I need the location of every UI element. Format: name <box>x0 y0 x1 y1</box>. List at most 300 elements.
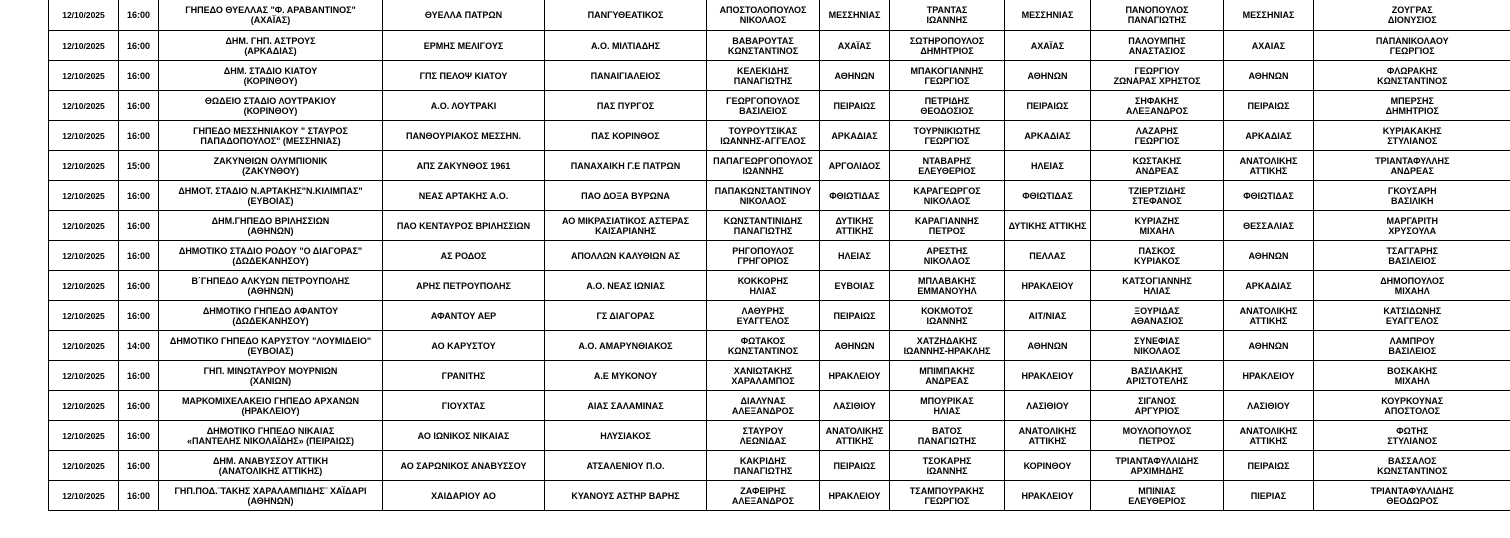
assistant1-text: ΚΟΚΜΟΤΟΣ <box>921 305 973 316</box>
referee-text: ΠΑΝΑΓΙΩΤΗΣ <box>733 225 793 236</box>
referee-text: ΑΠΟΣΤΟΛΟΠΟΥΛΟΣ <box>719 5 807 15</box>
assistant1-text: ΝΤΑΒΑΡΗΣ <box>922 155 972 166</box>
assistant2-text: ΑΝΑΣΤΑΣΙΟΣ <box>1128 45 1186 56</box>
assistant2-union-text: ΑΝΑΤΟΛΙΚΗΣ ΑΤΤΙΚΗΣ <box>1239 425 1298 446</box>
venue-cell <box>159 31 383 61</box>
assistant1-text: ΑΡΕΣΤΗΣ <box>926 245 968 256</box>
match-date-cell <box>49 0 119 31</box>
assistant1-union-cell <box>1005 31 1091 61</box>
match-time-text: 16:00 <box>126 310 151 321</box>
away-team-text: Α.Ο. ΝΕΑΣ ΙΩΝΙΑΣ <box>586 280 665 291</box>
assistant2-text: ΤΡΙΑΝΤΑΦΥΛΛΙΔΗΣ <box>1115 455 1199 466</box>
match-time-cell <box>119 0 159 31</box>
venue-text: (ΔΩΔΕΚΑΝΗΣΟΥ) <box>232 255 309 266</box>
home-team-text: ΕΡΜΗΣ ΜΕΛΙΓΟΥΣ <box>423 40 504 51</box>
match-date-cell <box>49 331 119 361</box>
referee-union-text: ΑΝΑΤΟΛΙΚΗΣ ΑΤΤΙΚΗΣ <box>825 425 884 446</box>
assistant2-text: ΠΑΝΑΓΙΩΤΗΣ <box>1127 15 1187 25</box>
assistant1-union-text: ΚΟΡΙΝΘΟΥ <box>1023 460 1072 471</box>
home-team-text: ΝΕΑΣ ΑΡΤΑΚΗΣ Α.Ο. <box>418 190 509 201</box>
referee-text: ΦΩΤΑΚΟΣ <box>740 335 786 346</box>
assistant2-union-text: ΠΕΙΡΑΙΩΣ <box>1247 100 1290 111</box>
venue-text: (ΑΧΑΪΑΣ) <box>250 15 291 25</box>
home-team-text: ΘΥΕΛΛΑ ΠΑΤΡΩΝ <box>424 10 503 20</box>
assistant2-text: ΚΑΤΣΟΓΙΑΝΝΗΣ <box>1122 275 1192 286</box>
match-date-text: 12/10/2025 <box>62 190 105 201</box>
match-time-cell <box>119 241 159 271</box>
assistant1-union-cell <box>1005 361 1091 391</box>
assistant2-text: ΠΕΤΡΟΣ <box>1138 435 1176 446</box>
assistant1-cell <box>890 61 1005 91</box>
match-time-text: 15:00 <box>126 160 151 171</box>
table-row <box>49 181 1510 211</box>
observer-text: ΚΑΤΣΙΔΩΝΗΣ <box>1383 305 1442 316</box>
home-team-cell <box>383 121 545 151</box>
assistant1-cell <box>890 91 1005 121</box>
venue-text: (ΑΘΗΝΩΝ) <box>247 225 294 236</box>
assistant1-union-text: ΑΡΚΑΔΙΑΣ <box>1024 130 1071 141</box>
observer-text: ΔΙΟΝΥΣΙΟΣ <box>1387 15 1437 25</box>
away-team-cell <box>545 241 707 271</box>
referee-cell <box>707 0 820 31</box>
home-team-cell <box>383 481 545 511</box>
venue-text: (ΕΥΒΟΙΑΣ) <box>247 195 294 206</box>
assistant2-text: ΠΑΛΟΥΜΠΗΣ <box>1128 35 1186 46</box>
observer-cell <box>1314 121 1510 151</box>
assistant2-cell <box>1091 31 1224 61</box>
venue-text: ΜΑΡΚΟΜΙΧΕΛΑΚΕΙΟ ΓΗΠΕΔΟ ΑΡΧΑΝΩΝ <box>181 395 360 406</box>
referee-text: ΓΡΗΓΟΡΙΟΣ <box>737 255 789 266</box>
assistant1-union-text: ΗΡΑΚΛΕΙΟΥ <box>1021 490 1074 501</box>
assistant1-union-text: ΜΕΣΣΗΝΙΑΣ <box>1021 10 1074 20</box>
match-time-cell <box>119 91 159 121</box>
observer-cell <box>1314 241 1510 271</box>
observer-text: ΓΕΩΡΓΙΟΣ <box>1389 45 1435 56</box>
home-team-text: ΧΑΙΔΑΡΙΟΥ ΑΟ <box>431 490 496 501</box>
venue-text: ΔΗΜΟΤΙΚΟ ΓΗΠΕΔΟ ΝΙΚΑΙΑΣ <box>206 425 335 436</box>
observer-text: ΠΑΠΑΝΙΚΟΛΑΟΥ <box>1375 35 1449 46</box>
table-row <box>49 421 1510 451</box>
observer-cell <box>1314 451 1510 481</box>
assistant2-text: ΝΙΚΟΛΑΟΣ <box>1133 345 1181 356</box>
home-team-text: ΑΠΣ ΖΑΚΥΝΘΟΣ 1961 <box>416 160 511 171</box>
venue-cell <box>159 481 383 511</box>
assistant1-union-cell <box>1005 271 1091 301</box>
match-date-cell <box>49 481 119 511</box>
referee-union-text: ΛΑΣΙΘΙΟΥ <box>833 400 876 411</box>
assistant2-cell <box>1091 481 1224 511</box>
observer-text: ΒΟΣΚΑΚΗΣ <box>1387 365 1438 376</box>
assistant1-text: ΝΙΚΟΛΑΟΣ <box>923 195 971 206</box>
venue-text: ΔΗΜΟΤΙΚΟ ΓΗΠΕΔΟ ΚΑΡΥΣΤΟΥ "ΛΟΥΜΙΔΕΙΟ" <box>169 335 372 346</box>
observer-cell <box>1314 0 1510 31</box>
assistant2-union-cell <box>1224 421 1314 451</box>
assistant2-union-text: ΑΝΑΤΟΛΙΚΗΣ ΑΤΤΙΚΗΣ <box>1239 155 1298 176</box>
match-time-cell <box>119 451 159 481</box>
referee-cell <box>707 241 820 271</box>
home-team-cell <box>383 301 545 331</box>
venue-cell <box>159 331 383 361</box>
referee-text: ΡΗΓΟΠΟΥΛΟΣ <box>732 245 794 256</box>
assistant1-text: ΙΩΑΝΝΗΣ <box>926 15 968 25</box>
venue-text: ΓΗΠΕΔΟ ΘΥΕΛΛΑΣ "Φ. ΑΡΑΒΑΝΤΙΝΟΣ" <box>185 5 356 15</box>
venue-text: (ΑΘΗΝΩΝ) <box>247 495 294 506</box>
observer-text: ΔΗΜΗΤΡΙΟΣ <box>1385 105 1439 116</box>
match-date-cell <box>49 271 119 301</box>
assistant1-cell <box>890 331 1005 361</box>
assistant2-cell <box>1091 361 1224 391</box>
away-team-cell <box>545 151 707 181</box>
away-team-text: ΗΛΥΣΙΑΚΟΣ <box>600 430 651 441</box>
match-time-text: 16:00 <box>126 400 151 411</box>
assistant2-cell <box>1091 0 1224 31</box>
home-team-text: ΓΠΣ ΠΕΛΟΨ ΚΙΑΤΟΥ <box>419 70 508 81</box>
away-team-cell <box>545 121 707 151</box>
venue-text: ΔΗΜΟΤ. ΣΤΑΔΙΟ Ν.ΑΡΤΑΚΗΣ"Ν.ΚΙΛΙΜΠΑΣ" <box>178 185 363 196</box>
observer-cell <box>1314 91 1510 121</box>
assistant1-cell <box>890 241 1005 271</box>
venue-text: ΔΗΜΟΤΙΚΟ ΣΤΑΔΙΟ ΡΟΔΟΥ "Ο ΔΙΑΓΟΡΑΣ" <box>178 245 363 256</box>
away-team-cell <box>545 481 707 511</box>
assistant2-union-text: ΑΡΚΑΔΙΑΣ <box>1245 280 1292 291</box>
away-team-text: ΠΑΝΓΥΘΕΑΤΙΚΟΣ <box>587 10 664 20</box>
venue-text: (ΑΘΗΝΩΝ) <box>247 285 294 296</box>
assistant2-cell <box>1091 121 1224 151</box>
referee-text: ΕΥΑΓΓΕΛΟΣ <box>736 315 790 326</box>
observer-cell <box>1314 301 1510 331</box>
referee-text: ΝΙΚΟΛΑΟΣ <box>739 15 787 25</box>
away-team-text: ΠΑΝΑΙΓΙΑΛΕΙΟΣ <box>590 70 661 81</box>
observer-text: ΘΕΟΔΩΡΟΣ <box>1386 495 1439 506</box>
assistant2-union-cell <box>1224 391 1314 421</box>
assistant2-text: ΓΕΩΡΓΙΟΥ <box>1134 65 1180 76</box>
observer-text: ΒΑΣΣΑΛΟΣ <box>1388 455 1437 466</box>
referee-cell <box>707 331 820 361</box>
home-team-text: Α.Ο. ΛΟΥΤΡΑΚΙ <box>430 100 497 111</box>
table-row <box>49 241 1510 271</box>
assistant1-text: ΠΕΤΡΟΣ <box>928 225 966 236</box>
away-team-text: ΠΑΟ ΔΟΞΑ ΒΥΡΩΝΑ <box>581 190 670 201</box>
venue-text: (ΚΟΡΙΝΘΟΥ) <box>243 75 298 86</box>
referee-union-cell <box>820 421 890 451</box>
observer-cell <box>1314 271 1510 301</box>
away-team-text: ΑΠΟΛΛΩΝ ΚΑΛΥΘΙΩΝ ΑΣ <box>570 250 681 261</box>
referee-text: ΚΕΛΕΚΙΔΗΣ <box>737 65 789 76</box>
assistant2-union-text: ΜΕΣΣΗΝΙΑΣ <box>1242 10 1295 20</box>
assistant2-text: ΣΙΓΑΝΟΣ <box>1138 395 1176 406</box>
away-team-text: Α.Ο. ΑΜΑΡΥΝΘΙΑΚΟΣ <box>578 340 673 351</box>
referee-union-text: ΠΕΙΡΑΙΩΣ <box>833 460 876 471</box>
match-time-cell <box>119 31 159 61</box>
venue-cell <box>159 391 383 421</box>
referee-cell <box>707 451 820 481</box>
observer-cell <box>1314 421 1510 451</box>
away-team-text: ΠΑΣ ΚΟΡΙΝΘΟΣ <box>591 130 660 141</box>
assistant1-union-cell <box>1005 151 1091 181</box>
venue-text: ΘΩΔΕΙΟ ΣΤΑΔΙΟ ΛΟΥΤΡΑΚΙΟΥ <box>204 95 337 106</box>
assistant1-text: ΓΕΩΡΓΙΟΣ <box>924 495 970 506</box>
assistant1-text: ΧΑΤΖΗΔΑΚΗΣ <box>916 335 978 346</box>
assistant2-text: ΑΡΙΣΤΟΤΕΛΗΣ <box>1125 375 1189 386</box>
match-time-text: 14:00 <box>126 340 151 351</box>
assistant1-text: ΜΠΑΚΟΓΙΑΝΝΗΣ <box>910 65 984 76</box>
assistant1-union-cell <box>1005 181 1091 211</box>
referee-text: ΔΙΑΛΥΝΑΣ <box>740 395 786 406</box>
home-team-cell <box>383 451 545 481</box>
venue-cell <box>159 211 383 241</box>
home-team-cell <box>383 31 545 61</box>
away-team-cell <box>545 271 707 301</box>
assistant1-text: ΙΩΑΝΝΗΣ <box>926 315 968 326</box>
home-team-cell <box>383 211 545 241</box>
away-team-cell <box>545 361 707 391</box>
table-row <box>49 361 1510 391</box>
referee-text: ΙΩΑΝΝΗΣ <box>742 165 784 176</box>
assistant1-text: ΤΡΑΝΤΑΣ <box>926 5 968 15</box>
referee-union-text: ΗΛΕΙΑΣ <box>838 250 871 261</box>
assistant2-cell <box>1091 61 1224 91</box>
assistant1-text: ΓΕΩΡΓΙΟΣ <box>924 75 970 86</box>
assistant1-text: ΓΕΩΡΓΙΟΣ <box>924 135 970 146</box>
assistant2-text: ΣΤΕΦΑΝΟΣ <box>1132 195 1182 206</box>
away-team-text: Α.Ε ΜΥΚΟΝΟΥ <box>593 370 658 381</box>
observer-text: ΜΙΧΑΗΛ <box>1394 285 1430 296</box>
match-date-cell <box>49 241 119 271</box>
referee-cell <box>707 211 820 241</box>
match-time-cell <box>119 331 159 361</box>
assistant2-text: ΚΥΡΙΑΖΗΣ <box>1134 215 1180 226</box>
assistant2-text: ΣΥΝΕΦΙΑΣ <box>1134 335 1180 346</box>
table-row <box>49 331 1510 361</box>
match-time-text: 16:00 <box>126 100 151 111</box>
referee-union-text: ΗΡΑΚΛΕΙΟΥ <box>828 370 881 381</box>
referee-cell <box>707 481 820 511</box>
home-team-text: ΑΡΗΣ ΠΕΤΡΟΥΠΟΛΗΣ <box>416 280 511 291</box>
observer-cell <box>1314 481 1510 511</box>
referee-text: ΚΩΝΣΤΑΝΤΙΝΟΣ <box>727 45 799 56</box>
assistant2-text: ΑΡΓΥΡΙΟΣ <box>1134 405 1180 416</box>
assistant2-cell <box>1091 391 1224 421</box>
referee-cell <box>707 31 820 61</box>
venue-cell <box>159 451 383 481</box>
match-time-cell <box>119 391 159 421</box>
referee-text: ΑΛΕΞΑΝΔΡΟΣ <box>731 405 795 416</box>
referee-text: ΠΑΝΑΓΙΩΤΗΣ <box>733 75 793 86</box>
assistant2-union-cell <box>1224 0 1314 31</box>
match-time-text: 16:00 <box>126 130 151 141</box>
assistant1-text: ΠΑΝΑΓΙΩΤΗΣ <box>917 435 977 446</box>
observer-text: ΤΣΑΓΓΑΡΗΣ <box>1386 245 1439 256</box>
match-date-text: 12/10/2025 <box>62 490 105 501</box>
table-row <box>49 451 1510 481</box>
assistant1-union-cell <box>1005 211 1091 241</box>
match-time-cell <box>119 121 159 151</box>
referee-union-text: ΑΡΚΑΔΙΑΣ <box>831 130 878 141</box>
assistant1-cell <box>890 0 1005 31</box>
table-row <box>49 151 1510 181</box>
home-team-cell <box>383 91 545 121</box>
referee-text: ΗΛΙΑΣ <box>749 285 777 296</box>
match-time-text: 16:00 <box>126 250 151 261</box>
venue-text: ΔΗΜ. ΑΝΑΒΥΣΣΟΥ ΑΤΤΙΚΗ <box>212 455 329 466</box>
home-team-text: ΓΙΟΥΧΤΑΣ <box>441 400 486 411</box>
assistant1-cell <box>890 31 1005 61</box>
assistant1-cell <box>890 481 1005 511</box>
venue-cell <box>159 361 383 391</box>
assistant1-union-text: ΔΥΤΙΚΗΣ ΑΤΤΙΚΗΣ <box>1008 220 1087 231</box>
assistant2-text: ΞΟΥΡΙΔΑΣ <box>1134 305 1180 316</box>
referee-union-cell <box>820 181 890 211</box>
match-time-cell <box>119 61 159 91</box>
referee-union-cell <box>820 241 890 271</box>
assistant2-union-cell <box>1224 211 1314 241</box>
referee-union-text: ΑΘΗΝΩΝ <box>834 340 875 351</box>
match-date-cell <box>49 151 119 181</box>
venue-cell <box>159 301 383 331</box>
referee-text: ΚΩΝΣΤΑΝΤΙΝΙΔΗΣ <box>723 215 803 226</box>
referee-assignment-table <box>48 0 1510 511</box>
assistant2-union-cell <box>1224 31 1314 61</box>
assistant2-union-cell <box>1224 241 1314 271</box>
assistant1-text: ΣΩΤΗΡΟΠΟΥΛΟΣ <box>909 35 985 46</box>
referee-text: ΛΕΩΝΙΔΑΣ <box>739 435 787 446</box>
assistant1-text: ΚΑΡΑΓΕΩΡΓΟΣ <box>913 185 981 196</box>
observer-text: ΚΟΥΡΚΟΥΝΑΣ <box>1381 395 1444 406</box>
match-date-cell <box>49 301 119 331</box>
assistant2-cell <box>1091 181 1224 211</box>
referee-cell <box>707 91 820 121</box>
away-team-text: ΓΣ ΔΙΑΓΟΡΑΣ <box>596 310 655 321</box>
schedule-table-wrapper <box>48 0 1510 511</box>
venue-cell <box>159 121 383 151</box>
assistant2-text: ΑΘΑΝΑΣΙΟΣ <box>1130 315 1184 326</box>
match-date-cell <box>49 181 119 211</box>
table-row <box>49 271 1510 301</box>
referee-union-cell <box>820 301 890 331</box>
assistant1-union-cell <box>1005 301 1091 331</box>
assistant1-union-text: ΛΑΣΙΘΙΟΥ <box>1026 400 1069 411</box>
assistant2-text: ΠΑΣΚΟΣ <box>1138 245 1176 256</box>
assistant2-text: ΖΩΝΑΡΑΣ ΧΡΗΣΤΟΣ <box>1113 75 1201 86</box>
match-date-cell <box>49 91 119 121</box>
observer-text: ΦΩΤΗΣ <box>1396 425 1429 436</box>
referee-union-cell <box>820 151 890 181</box>
match-time-text: 16:00 <box>126 190 151 201</box>
table-row <box>49 61 1510 91</box>
away-team-text: ΑΙΑΣ ΣΑΛΑΜΙΝΑΣ <box>587 400 664 411</box>
venue-text: «ΠΑΝΤΕΛΗΣ ΝΙΚΟΛΑΪΔΗΣ» (ΠΕΙΡΑΙΩΣ) <box>186 435 355 446</box>
observer-cell <box>1314 181 1510 211</box>
away-team-cell <box>545 31 707 61</box>
match-time-cell <box>119 301 159 331</box>
assistant1-union-text: ΗΡΑΚΛΕΙΟΥ <box>1021 370 1074 381</box>
assistant2-text: ΠΑΝΟΠΟΥΛΟΣ <box>1125 5 1189 15</box>
home-team-text: ΑΣ ΡΟΔΟΣ <box>440 250 487 261</box>
match-time-cell <box>119 421 159 451</box>
venue-text: ΔΗΜ.ΓΗΠΕΔΟ ΒΡΙΛΗΣΣΙΩΝ <box>211 215 330 226</box>
away-team-text: ΑΟ ΜΙΚΡΑΣΙΑΤΙΚΟΣ ΑΣΤΕΡΑΣ ΚΑΙΣΑΡΙΑΝΗΣ <box>561 215 690 236</box>
assistant2-union-cell <box>1224 301 1314 331</box>
referee-union-text: ΑΡΓΟΛΙΔΟΣ <box>828 160 881 171</box>
assistant1-cell <box>890 211 1005 241</box>
referee-union-text: ΠΕΙΡΑΙΩΣ <box>833 310 876 321</box>
observer-text: ΚΩΝΣΤΑΝΤΙΝΟΣ <box>1377 465 1448 476</box>
assistant2-cell <box>1091 91 1224 121</box>
assistant2-union-text: ΘΕΣΣΑΛΙΑΣ <box>1243 220 1294 231</box>
venue-cell <box>159 241 383 271</box>
match-time-text: 16:00 <box>126 280 151 291</box>
observer-text: ΤΡΙΑΝΤΑΦΥΛΛΗΣ <box>1375 155 1450 166</box>
match-date-cell <box>49 391 119 421</box>
match-date-cell <box>49 211 119 241</box>
referee-union-text: ΜΕΣΣΗΝΙΑΣ <box>828 10 881 20</box>
assistant1-union-cell <box>1005 241 1091 271</box>
assistant1-cell <box>890 451 1005 481</box>
referee-text: ΒΑΒΑΡΟΥΤΑΣ <box>732 35 794 46</box>
assistant2-union-text: ΗΡΑΚΛΕΙΟΥ <box>1242 370 1295 381</box>
match-date-text: 12/10/2025 <box>62 400 105 411</box>
assistant1-text: ΑΝΔΡΕΑΣ <box>925 375 969 386</box>
away-team-text: ΑΤΣΑΛΕΝΙΟΥ Π.Ο. <box>586 460 665 471</box>
observer-text: ΜΑΡΓΑΡΙΤΗ <box>1386 215 1438 226</box>
referee-union-text: ΠΕΙΡΑΙΩΣ <box>833 100 876 111</box>
venue-text: (ΕΥΒΟΙΑΣ) <box>247 345 294 356</box>
away-team-cell <box>545 0 707 31</box>
referee-union-cell <box>820 331 890 361</box>
match-date-text: 12/10/2025 <box>62 160 105 171</box>
away-team-text: ΠΑΣ ΠΥΡΓΟΣ <box>596 100 655 111</box>
referee-text: ΧΑΝΙΩΤΑΚΗΣ <box>733 365 793 376</box>
home-team-text: ΓΡΑΝΙΤΗΣ <box>441 370 486 381</box>
assistant1-text: ΤΟΥΡΝΙΚΙΩΤΗΣ <box>913 125 981 136</box>
referee-union-text: ΑΘΗΝΩΝ <box>834 70 875 81</box>
referee-text: ΒΑΣΙΛΕΙΟΣ <box>739 105 787 116</box>
observer-text: ΓΚΟΥΣΑΡΗ <box>1387 185 1437 196</box>
assistant2-text: ΚΥΡΙΑΚΟΣ <box>1134 255 1180 266</box>
observer-text: ΑΠΟΣΤΟΛΟΣ <box>1384 405 1441 416</box>
assistant2-text: ΛΑΖΑΡΗΣ <box>1135 125 1179 136</box>
assistant2-text: ΜΠΙΝΙΑΣ <box>1138 485 1176 496</box>
venue-text: ΓΗΠ.ΠΟΔ.¨ΤΑΚΗΣ ΧΑΡΑΛΑΜΠΙΔΗΣ¨ ΧΑΪΔΑΡΙ <box>174 485 367 496</box>
referee-union-cell <box>820 451 890 481</box>
assistant1-text: ΜΠΙΜΠΑΚΗΣ <box>919 365 975 376</box>
observer-cell <box>1314 61 1510 91</box>
assistant1-union-cell <box>1005 391 1091 421</box>
home-team-text: ΠΑΟ ΚΕΝΤΑΥΡΟΣ ΒΡΙΛΗΣΣΙΩΝ <box>396 220 531 231</box>
assistant1-union-cell <box>1005 61 1091 91</box>
observer-cell <box>1314 391 1510 421</box>
observer-text: ΜΙΧΑΗΛ <box>1394 375 1430 386</box>
venue-text: ΔΗΜ. ΣΤΑΔΙΟ ΚΙΑΤΟΥ <box>223 65 318 76</box>
venue-text: (ΑΡΚΑΔΙΑΣ) <box>244 45 297 56</box>
observer-text: ΜΠΕΡΣΗΣ <box>1390 95 1434 106</box>
match-date-text: 12/10/2025 <box>62 220 105 231</box>
observer-text: ΚΥΡΙΑΚΑΚΗΣ <box>1382 125 1442 136</box>
referee-text: ΙΩΑΝΝΗΣ-ΑΓΓΕΛΟΣ <box>720 135 806 146</box>
match-date-text: 12/10/2025 <box>62 280 105 291</box>
assistant2-text: ΚΩΣΤΑΚΗΣ <box>1132 155 1182 166</box>
venue-text: Β΄ΓΗΠΕΔΟ ΑΛΚΥΩΝ ΠΕΤΡΟΥΠΟΛΗΣ <box>191 275 350 286</box>
match-date-text: 12/10/2025 <box>62 370 105 381</box>
referee-union-cell <box>820 0 890 31</box>
assistant1-union-text: ΑΧΑΪΑΣ <box>1030 40 1065 51</box>
match-date-text: 12/10/2025 <box>62 430 105 441</box>
assistant2-union-cell <box>1224 331 1314 361</box>
assistant2-union-cell <box>1224 151 1314 181</box>
referee-text: ΠΑΠΑΓΕΩΡΓΟΠΟΥΛΟΣ <box>713 155 813 166</box>
table-row <box>49 481 1510 511</box>
match-time-text: 16:00 <box>126 40 151 51</box>
